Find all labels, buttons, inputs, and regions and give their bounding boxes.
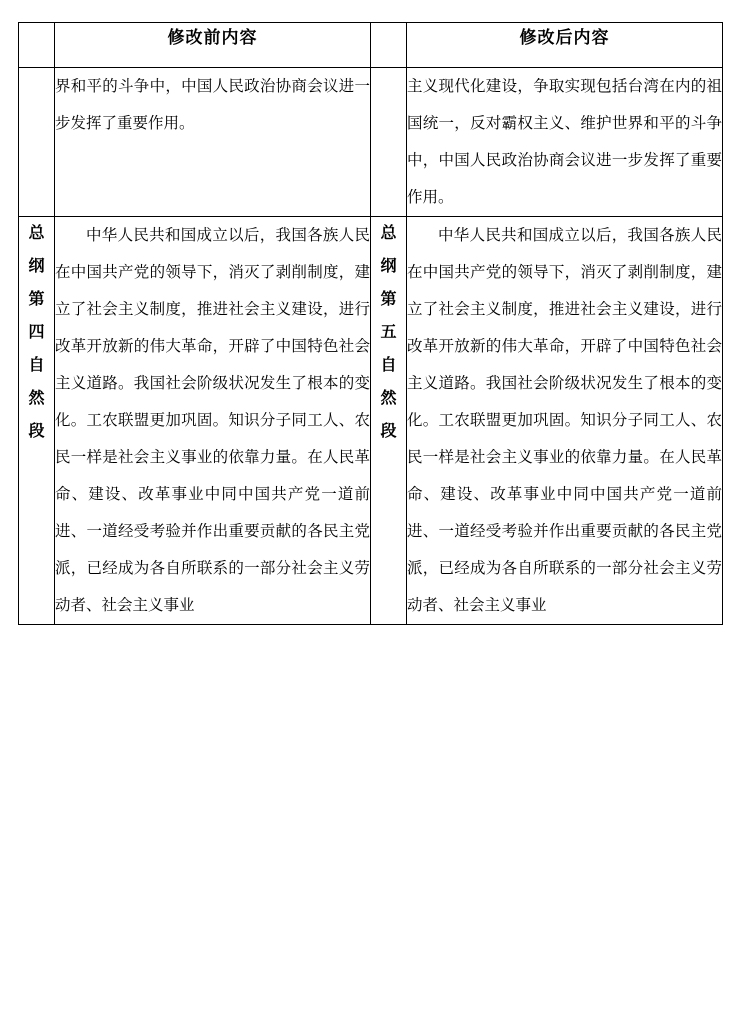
paragraph: 中华人民共和国成立以后，我国各族人民在中国共产党的领导下，消灭了剥削制度，建立了社会主义制度，推进社会主义建设，进行改革开放新的伟大革命，开辟了中国特色社会主义道路。我国社会阶级状况发生了根本的变化。工农联盟更加巩固。知识分子同工人、农民一样是社会主义事业的依靠力量。在人民革命、建设、改革事业中同中国共产党一道前进、一道经受考验并作出重要贡献的各民主党派，已经成为各自所联系的一部分社会主义劳动者、社会主义事业: [407, 227, 722, 614]
label-char: 纲: [28, 258, 45, 275]
row-label-left: [19, 68, 55, 217]
header-right-blank: [371, 23, 407, 68]
label-char: 四: [28, 324, 45, 341]
label-char: 总: [28, 225, 45, 242]
cell-after-text: 主义现代化建设，争取实现包括台湾在内的祖国统一，反对霸权主义、维护世界和平的斗争中，中国人民政治协商会议进一步发挥了重要作用。: [407, 68, 723, 217]
label-char: 段: [380, 423, 397, 440]
label-char: 自: [28, 357, 45, 374]
label-char: 总: [380, 225, 397, 242]
row-label-right: [371, 68, 407, 217]
cell-before-text: 界和平的斗争中，中国人民政治协商会议进一步发挥了重要作用。: [55, 68, 371, 217]
label-char: 自: [380, 357, 397, 374]
cell-after-text: [407, 217, 723, 625]
label-char: 段: [28, 423, 45, 440]
table-row: [19, 217, 723, 625]
label-char: 纲: [380, 258, 397, 275]
label-char: 第: [28, 291, 45, 308]
comparison-table: [18, 22, 723, 625]
header-after: 修改后内容: [407, 23, 723, 68]
label-char: 第: [380, 291, 397, 308]
table-header-row: [19, 23, 723, 68]
header-left-blank: [19, 23, 55, 68]
label-char: 然: [28, 390, 45, 407]
table-row: [19, 68, 723, 217]
label-char: 五: [380, 324, 397, 341]
header-before: 修改前内容: [55, 23, 371, 68]
label-char: 然: [380, 390, 397, 407]
paragraph: 中华人民共和国成立以后，我国各族人民在中国共产党的领导下，消灭了剥削制度，建立了社会主义制度，推进社会主义建设，进行改革开放新的伟大革命，开辟了中国特色社会主义道路。我国社会阶级状况发生了根本的变化。工农联盟更加巩固。知识分子同工人、农民一样是社会主义事业的依靠力量。在人民革命、建设、改革事业中同中国共产党一道前进、一道经受考验并作出重要贡献的各民主党派，已经成为各自所联系的一部分社会主义劳动者、社会主义事业: [55, 227, 370, 614]
row-label-left: [19, 217, 55, 625]
cell-before-text: [55, 217, 371, 625]
row-label-right: [371, 217, 407, 625]
